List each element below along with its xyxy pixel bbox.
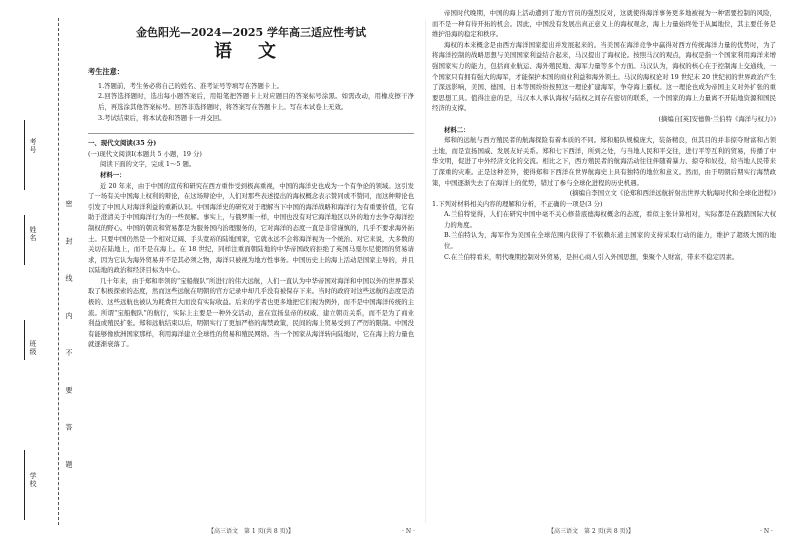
page-footer-right: 【高三语文 第 2 页(共 8 页)】 — [548, 528, 634, 535]
divider — [88, 133, 414, 134]
binding-margin — [0, 0, 78, 543]
exam-no-label: 考号 — [29, 138, 37, 154]
subject-title: 语文 — [214, 40, 302, 62]
section-heading: 一、现代文阅读(35 分) — [88, 139, 157, 148]
material-2-label: 材料二： — [444, 125, 470, 134]
question-stem: 1.下列对材料相关内容的理解和分析，不正确的一项是(3 分) — [432, 199, 603, 208]
source-citation: (摘编自李国立文《论郑和西洋远航折射出世界大航海时代和全球化进程》) — [569, 189, 776, 198]
exam-title: 金色阳光—2024—2025 学年高三适应性考试 — [135, 26, 367, 39]
column-divider — [425, 20, 426, 523]
question-option-c: C.在兰伯特看来，明代晚期控制对外贸易，是担心商人引入外国思想，集聚个人财富，带来不稳定因素。 — [444, 252, 739, 261]
question-1 — [432, 199, 776, 263]
subsection-heading: (一)现代文阅读Ⅰ(本题共 5 小题，19 分) — [88, 149, 202, 158]
school-label: 学校 — [29, 472, 37, 488]
school-underline — [24, 450, 25, 520]
note-item: 1.答题前，考生务必将自己的姓名、准考证号等填写在答题卡上。 — [98, 81, 284, 90]
page-footer-left: 【高三语文 第 1 页(共 8 页)】 — [208, 528, 294, 535]
page-code-left: · N · — [402, 528, 415, 535]
instruction: 阅读下面的文字，完成 1～5 题。 — [100, 160, 196, 169]
class-label: 班级 — [29, 340, 37, 356]
paragraph: 海权的本来概念是由西方海洋国家提出并发展起来的。当美国在海洋竞争中赢得对西方传统海洋力量的优势时，为了将海洋控制的战略思想与美国国家利益结合起来，马汉提出了海权论。按照马汉的观点，海权是指一个国家利用海洋来增强国家实力的能力，包括商业航运、海外殖民地、海军力量等多个方面。马汉认为，海权的核心在于控制海上交通线，一个国家只有拥有强大的海军，才能保护本国的商业利益和海外领土。马汉的海权论对 19 世纪末 20 世纪初的世界政治产生了深远影响，美国、德国、日本等国纷纷按照这一理论扩建海军，争夺海上霸权。这一理论也成为帝国主义对外扩张的重要思想工具。值得注意的是，马汉本人承认海权与陆权之间存在密切的联系，一个国家的海上力量离不开陆地资源和国民经济的支撑。 — [432, 40, 776, 113]
seal-warning: 密 封 线 内 不 要 答 题 — [65, 200, 73, 482]
material-1-label: 材料一： — [100, 170, 126, 179]
name-label: 姓名 — [29, 226, 37, 242]
paragraph: 帝国时代晚期，中国的海上活动遭到了地方官员的强烈反对，这就使得海洋事务更多地被视为一种需要控制的风险，而不是一种有待开拓的机会。因此，中国没有发展出真正意义上的海权观念，海上力量始终处于从属地位，其主要任务是维护沿海的稳定和秩序。 — [432, 9, 776, 39]
exam-no-underline — [24, 120, 25, 190]
note-item: 3.考试结束后，将本试卷和答题卡一并交回。 — [98, 113, 226, 122]
name-underline — [24, 215, 25, 265]
left-column — [88, 10, 414, 350]
note-item: 2.回答选择题时，选出每小题答案后，用铅笔把答题卡上对应题目的答案标号涂黑。如需改动，用橡皮擦干净后，再选涂其他答案标号。回答非选择题时，将答案写在答题卡上。写在本试卷上无效。 — [98, 92, 414, 111]
paragraph: 几十年来，由于郑和率领的“宝船舰队”所进行的伟大远航，人们一直认为中华帝国对海洋和中国以外的世界都采取了积极探索的态度，然而这些远航在明朝的官方记录中却几乎没有被保存下来。当时的政府对这些远航的态度是消极的、这些远航也被认为耗费巨大而没有实际收益。后来的学者也更多地把它们视为例外，而不是中国海洋传统的主流。所谓“宝船舰队”的航行，实际上主要是一种外交活动，意在宣扬皇帝的权威、建立朝贡关系，而不是为了商业利益或殖民扩张。郑和远航结束以后，明朝实行了更加严格的海禁政策，民间的海上贸易受到了严厉的限制。中国没有能够像欧洲国家那样，利用海洋建立全球性的贸易和殖民网络。当一个国家从海洋转向陆地时，它在海上的力量也就逐渐衰落了。 — [88, 276, 414, 349]
source-citation: (摘编自[英]安德鲁·兰伯特《海洋与权力》) — [658, 114, 776, 123]
seal-line — [58, 18, 59, 525]
exam-notes — [88, 67, 414, 123]
paragraph: 郑和的远航与西方殖民者的航海探险有着本质的不同。郑和船队规模庞大，装备精良，但其目的并非掠夺财富和占领土地，而是宣扬国威、发展友好关系。郑和七下西洋，所到之处，与当地人民和平交往，进行平等互利的贸易，传播了中华文明，促进了中外经济文化的交流。相比之下，西方殖民者的航海活动往往伴随着暴力、掠夺和奴役，给当地人民带来了深重的灾难。正是这种差异，使得郑和下西洋在世界航海史上具有独特的地位和意义。然而，由于明朝后期实行海禁政策，中国逐渐失去了在海洋上的优势，错过了参与全球化进程的历史机遇。 — [432, 136, 776, 187]
notes-heading: 考生注意： — [88, 67, 124, 77]
question-option-a: A.兰伯特觉得，人们在研究中国中毫不关心修昔底德海权概念的态度，看似主张计算相对，实际都是在践踏国际大权力的角度。 — [444, 210, 776, 229]
page-code-right: · N · — [760, 528, 773, 535]
question-option-b: B.兰伯特认为，海军作为美国在全球范围内获得了不依赖东道主国家的支持采取行动的能力，维护了超级大国的地位。 — [444, 231, 776, 251]
paragraph: 近 20 年来，由于中国的宣传和研究在西方重作受到极高重视，中国的海洋史也成为一个有争论的领域。这引发了一场有关中国海上权利的辩论，在这场辩论中，人们对那些表述提出的海权概念表示赞同或不赞同，而这种辩论也引发了中国人对海洋利益的重新认识。中国海洋史的研究对于理解当下中国的海洋战略和海洋行为有重要价值，它有助于澄清关于中国海洋行为的一些误解。事实上，与俄罗斯一样，中国也没有对它海洋地区以外的地方去争夺海洋控制权的野心。中国的朝贡和贸易都是为服务国内治理服务的，它对海洋的态度一直是非常谨慎的，几乎不要求海外拓土。只要中国仍然是一个相对辽阔、手头宽裕的陆地国家，它就永远不会将海洋视为一个统治、对它来说，大多数的关切在陆地上，而不是在海上。在 18 世纪，同样注重面朝陆地的中华帝国政府拒绝了英国马戛尔尼使团的贸易请求，因为它认为海外贸易并不是其必须之物，海洋只被视为地方性事务。中国历史上的海上活动是国家主导的，并且以陆地的政治和经济目标为中心。 — [88, 181, 414, 275]
class-underline — [24, 320, 25, 360]
right-column — [432, 8, 776, 262]
